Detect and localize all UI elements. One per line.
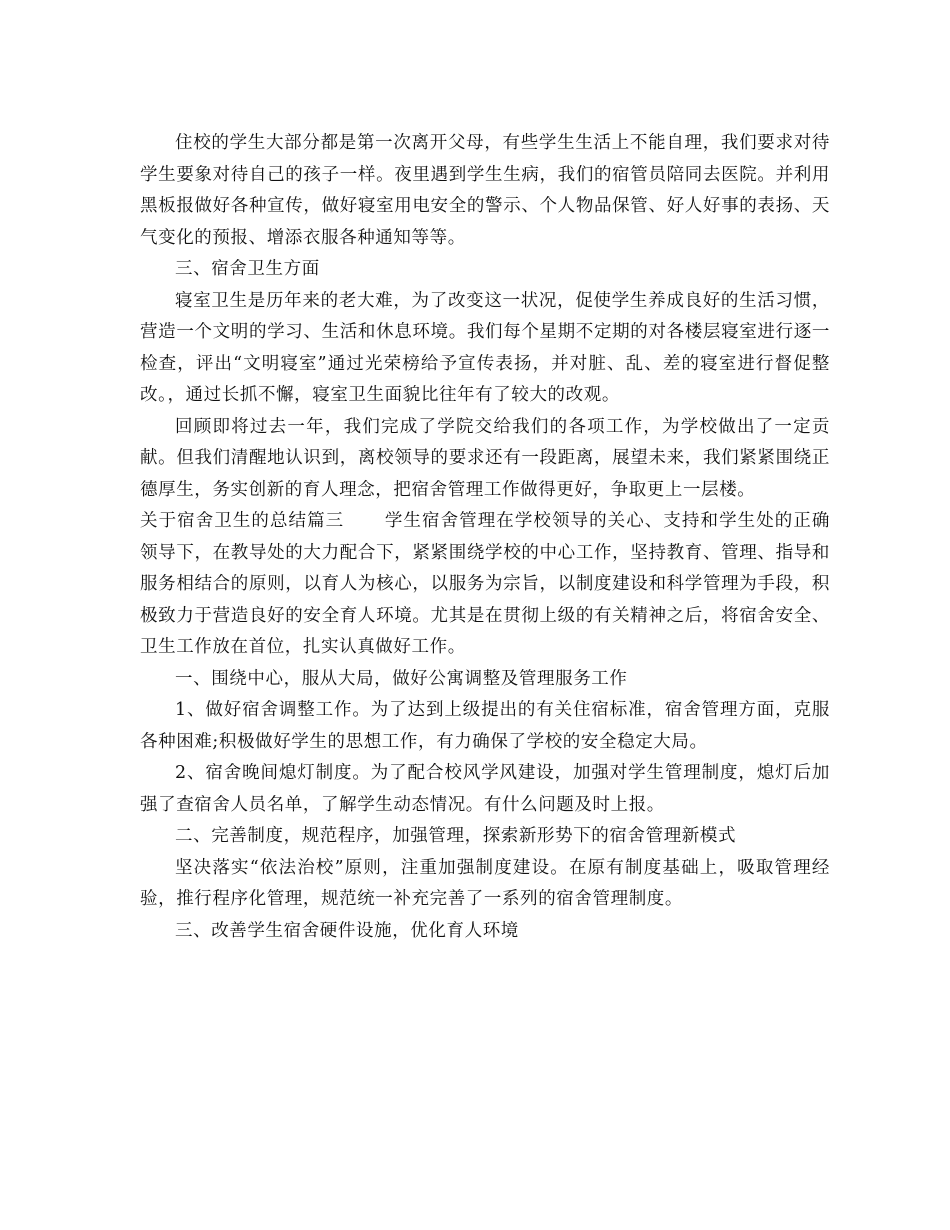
document-body [140, 128, 830, 947]
heading-part-one: 一、围绕中心，服从大局，做好公寓调整及管理服务工作 [175, 668, 628, 689]
paragraph-hygiene-inspection: 寝室卫生是历年来的老大难，为了改变这一状况，促使学生养成良好的生活习惯，营造一个文明的学习、生活和休息环境。我们每个星期不定期的对各楼层寝室进行逐一检查，评出“文明寝室”通过光荣榜给予宣传表扬，并对脏、乱、差的寝室进行督促整改。，通过长抓不懈，寝室卫生面貌比往年有了较大的改观。 [140, 290, 830, 405]
paragraph-item-one: 1、做好宿舍调整工作。为了达到上级提出的有关住宿标准，宿舍管理方面，克服各种困难;积极做好学生的思想工作，有力确保了学校的安全稳定大局。 [140, 700, 830, 752]
paragraph-year-review: 回顾即将过去一年，我们完成了学院交给我们的各项工作，为学校做出了一定贡献。但我们清醒地认识到，离校领导的要求还有一段距离，展望未来，我们紧紧围绕正德厚生，务实创新的育人理念，把宿舍管理工作做得更好，争取更上一层楼。 [140, 416, 830, 500]
heading-part-three: 三、改善学生宿舍硬件设施，优化育人环境 [175, 920, 519, 941]
section-intro: 学生宿舍管理在学校领导的关心、支持和学生处的正确领导下，在教导处的大力配合下，紧紧围绕学校的中心工作，坚持教育、管理、指导和服务相结合的原则，以育人为核心，以服务为宗旨，以制度建设和科学管理为手段，积极致力于营造良好的安全育人环境。尤其是在贯彻上级的有关精神之后，将宿舍安全、卫生工作放在首位，扎实认真做好工作。 [140, 511, 830, 657]
paragraph-rules: 坚决落实“依法治校”原则，注重加强制度建设。在原有制度基础上，吸取管理经验，推行程序化管理，规范统一补充完善了一系列的宿舍管理制度。 [140, 857, 830, 909]
paragraph-item-two: 2、宿舍晚间熄灯制度。为了配合校风学风建设，加强对学生管理制度，熄灯后加强了查宿舍人员名单，了解学生动态情况。有什么问题及时上报。 [140, 763, 830, 815]
section-heading: 关于宿舍卫生的总结篇三 [140, 511, 345, 531]
paragraph-student-care: 住校的学生大部分都是第一次离开父母，有些学生生活上不能自理，我们要求对待学生要象对待自己的孩子一样。夜里遇到学生生病，我们的宿管员陪同去医院。并利用黑板报做好各种宣传，做好寝室用电安全的警示、个人物品保管、好人好事的表扬、天气变化的预报、增添衣服各种通知等等。 [140, 133, 830, 248]
paragraph-section-three [140, 506, 830, 664]
heading-part-two: 二、完善制度，规范程序，加强管理，探索新形势下的宿舍管理新模式 [175, 826, 737, 846]
heading-dorm-hygiene: 三、宿舍卫生方面 [175, 259, 320, 279]
